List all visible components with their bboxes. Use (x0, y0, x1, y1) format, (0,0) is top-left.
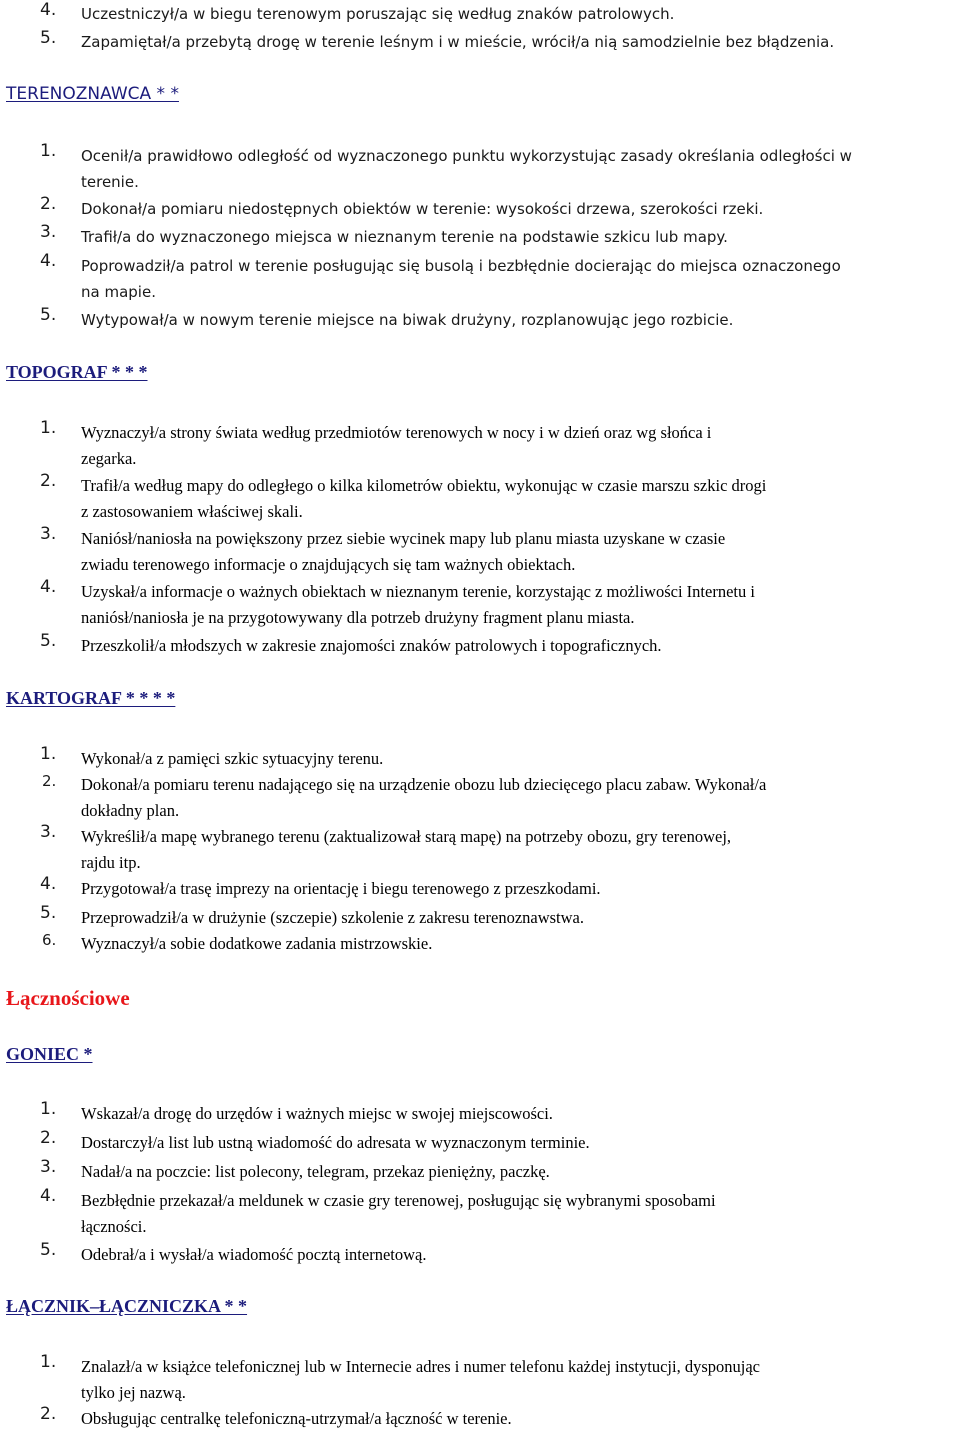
item-number: 4. (40, 0, 57, 20)
item-number: 2. (40, 1404, 57, 1424)
item-text: Naniósł/naniosła na powiększony przez siebie wycinek mapy lub planu miasta uzyskane w czasie zwiadu terenowego informacje o znajdujących się tam ważnych obiektach. (81, 529, 726, 574)
item-text: Bezbłędnie przekazał/a meldunek w czasie gry terenowej, posługując się wybranymi sposobami łączności. (81, 1191, 716, 1236)
item-number: 4. (40, 251, 57, 271)
item-number: 3. (40, 222, 57, 242)
item-number: 2. (40, 471, 57, 491)
item-number: 1. (40, 141, 57, 161)
item-text: Uczestniczył/a w biegu terenowym poruszając się według znaków patrolowych. (81, 5, 675, 23)
section-heading-terenoznawca: TERENOZNAWCA * * (6, 84, 179, 104)
item-text: Odebrał/a i wysłał/a wiadomość pocztą internetową. (81, 1245, 427, 1264)
item-text: Dostarczył/a list lub ustną wiadomość do adresata w wyznaczonym terminie. (81, 1133, 590, 1152)
item-number: 3. (40, 1157, 57, 1177)
item-number: 1. (40, 1352, 57, 1372)
item-text: Wyznaczył/a strony świata według przedmiotów terenowych w nocy i w dzień oraz wg słońca i zegarka. (81, 423, 712, 468)
item-text: Wyznaczył/a sobie dodatkowe zadania mistrzowskie. (81, 934, 433, 953)
item-text: Uzyskał/a informacje o ważnych obiektach w nieznanym terenie, korzystając z możliwości Internetu i naniósł/naniosła je na przygotowywany dla potrzeb drużyny fragment planu miasta. (81, 582, 755, 627)
item-text: Przygotował/a trasę imprezy na orientację i biegu terenowego z przeszkodami. (81, 879, 601, 898)
item-text: Wytypował/a w nowym terenie miejsce na biwak drużyny, rozplanowując jego rozbicie. (81, 311, 734, 329)
item-text: Dokonał/a pomiaru terenu nadającego się na urządzenie obozu lub dziecięcego placu zabaw. Wykonał/a dokładny plan. (81, 775, 767, 820)
section-heading-topograf: TOPOGRAF * * * (6, 362, 148, 382)
item-number: 5. (40, 305, 57, 325)
section-heading-kartograf: KARTOGRAF * * * * (6, 688, 176, 708)
item-number: 5. (40, 28, 57, 48)
item-text: Zapamiętał/a przebytą drogę w terenie leśnym i w mieście, wrócił/a nią samodzielnie bez błądzenia. (81, 33, 835, 51)
item-text: Ocenił/a prawidłowo odległość od wyznaczonego punktu wykorzystując zasady określania odległości w terenie. (81, 147, 852, 191)
item-number: 6. (42, 931, 57, 949)
item-number: 4. (40, 577, 57, 597)
item-text: Dokonał/a pomiaru niedostępnych obiektów w terenie: wysokości drzewa, szerokości rzeki. (81, 200, 764, 218)
item-number: 1. (40, 1099, 57, 1119)
item-text: Wykreślił/a mapę wybranego terenu (zaktualizował starą mapę) na potrzeby obozu, gry terenowej, rajdu itp. (81, 827, 732, 872)
item-text: Nadał/a na poczcie: list polecony, telegram, przekaz pieniężny, paczkę. (81, 1162, 550, 1181)
section-heading-goniec: GONIEC * (6, 1044, 93, 1064)
item-number: 4. (40, 874, 57, 894)
item-number: 5. (40, 903, 57, 923)
item-text: Wykonał/a z pamięci szkic sytuacyjny terenu. (81, 749, 384, 768)
section-heading-lacznik: ŁĄCZNIK–ŁĄCZNICZKA * * (6, 1296, 248, 1316)
item-text: Poprowadził/a patrol w terenie posługując się busolą i bezbłędnie docierając do miejsca oznaczonego na mapie. (81, 257, 841, 301)
item-text: Obsługując centralkę telefoniczną-utrzymał/a łączność w terenie. (81, 1409, 512, 1428)
item-text: Przeszkolił/a młodszych w zakresie znajomości znaków patrolowych i topograficznych. (81, 636, 662, 655)
item-text: Trafił/a według mapy do odległego o kilka kilometrów obiektu, wykonując w czasie marszu szkic drogi z zastosowaniem właściwej skali. (81, 476, 767, 521)
item-number: 2. (40, 194, 57, 214)
item-number: 1. (40, 418, 57, 438)
item-number: 5. (40, 1240, 57, 1260)
item-text: Trafił/a do wyznaczonego miejsca w nieznanym terenie na podstawie szkicu lub mapy. (81, 228, 728, 246)
item-number: 4. (40, 1186, 57, 1206)
item-number: 3. (40, 822, 57, 842)
item-text: Wskazał/a drogę do urzędów i ważnych miejsc w swojej miejscowości. (81, 1104, 553, 1123)
item-number: 3. (40, 524, 57, 544)
category-title: Łącznościowe (6, 986, 130, 1010)
item-number: 2. (40, 1128, 57, 1148)
item-text: Przeprowadził/a w drużynie (szczepie) szkolenie z zakresu terenoznawstwa. (81, 908, 585, 927)
item-text: Znalazł/a w książce telefonicznej lub w Internecie adres i numer telefonu każdej instytucji, dysponując tylko jej nazwą. (81, 1357, 760, 1402)
item-number: 1. (40, 744, 57, 764)
item-number: 5. (40, 631, 57, 651)
item-number: 2. (42, 772, 57, 790)
